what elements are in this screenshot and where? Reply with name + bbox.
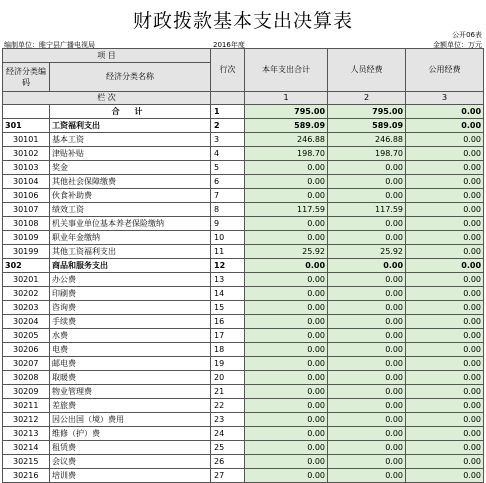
cell-code: 30214 xyxy=(3,441,50,455)
cell-name: 伙食补助费 xyxy=(50,189,211,203)
cell-personnel: 0.00 xyxy=(328,357,406,371)
cell-public: 0.00 xyxy=(406,329,484,343)
cell-code: 30205 xyxy=(3,329,50,343)
cell-code: 30216 xyxy=(3,469,50,483)
cell-public: 0.00 xyxy=(406,231,484,245)
cell-public: 0.00 xyxy=(406,105,484,119)
cell-personnel: 0.00 xyxy=(328,175,406,189)
cell-line: 2 xyxy=(211,119,245,133)
cell-code xyxy=(3,105,50,119)
header-public: 公用经费 xyxy=(406,49,484,92)
cell-public: 0.00 xyxy=(406,217,484,231)
cell-line: 21 xyxy=(211,385,245,399)
cell-line: 25 xyxy=(211,441,245,455)
reporting-unit: 编制单位：睢宁县广播电视局 xyxy=(4,41,95,49)
table-row xyxy=(3,231,484,245)
cell-line: 15 xyxy=(211,301,245,315)
cell-line: 23 xyxy=(211,413,245,427)
cell-public: 0.00 xyxy=(406,371,484,385)
table-row xyxy=(3,287,484,301)
cell-total: 0.00 xyxy=(245,357,328,371)
column-index-blank xyxy=(211,92,245,105)
cell-personnel: 0.00 xyxy=(328,343,406,357)
cell-public: 0.00 xyxy=(406,385,484,399)
cell-total: 25.92 xyxy=(245,245,328,259)
table-row xyxy=(3,427,484,441)
cell-code: 30101 xyxy=(3,133,50,147)
cell-total: 589.09 xyxy=(245,119,328,133)
cell-public: 0.00 xyxy=(406,133,484,147)
cell-name: 培训费 xyxy=(50,469,211,483)
cell-name: 租赁费 xyxy=(50,441,211,455)
cell-total: 0.00 xyxy=(245,217,328,231)
cell-name: 商品和服务支出 xyxy=(50,259,211,273)
cell-personnel: 0.00 xyxy=(328,399,406,413)
column-index-2: 2 xyxy=(328,92,406,105)
cell-personnel: 0.00 xyxy=(328,301,406,315)
cell-name: 工资福利支出 xyxy=(50,119,211,133)
cell-personnel: 0.00 xyxy=(328,427,406,441)
cell-name: 基本工资 xyxy=(50,133,211,147)
cell-line: 1 xyxy=(211,105,245,119)
cell-public: 0.00 xyxy=(406,399,484,413)
cell-code: 30102 xyxy=(3,147,50,161)
cell-total: 0.00 xyxy=(245,301,328,315)
cell-line: 5 xyxy=(211,161,245,175)
cell-personnel: 0.00 xyxy=(328,385,406,399)
cell-code: 30108 xyxy=(3,217,50,231)
cell-code: 30206 xyxy=(3,343,50,357)
column-index-3: 3 xyxy=(406,92,484,105)
table-body xyxy=(3,105,484,483)
cell-total: 0.00 xyxy=(245,427,328,441)
cell-name: 差旅费 xyxy=(50,399,211,413)
cell-personnel: 0.00 xyxy=(328,287,406,301)
cell-total: 198.70 xyxy=(245,147,328,161)
cell-public: 0.00 xyxy=(406,315,484,329)
cell-line: 18 xyxy=(211,343,245,357)
cell-public: 0.00 xyxy=(406,301,484,315)
cell-total: 0.00 xyxy=(245,315,328,329)
table-row xyxy=(3,175,484,189)
cell-name: 电费 xyxy=(50,343,211,357)
cell-code: 30107 xyxy=(3,203,50,217)
cell-total: 0.00 xyxy=(245,455,328,469)
amount-unit: 金额单位：万元 xyxy=(433,41,482,49)
cell-code: 30212 xyxy=(3,413,50,427)
cell-name: 职业年金缴纳 xyxy=(50,231,211,245)
cell-total: 0.00 xyxy=(245,343,328,357)
cell-total: 0.00 xyxy=(245,273,328,287)
cell-code: 30215 xyxy=(3,455,50,469)
cell-name: 咨询费 xyxy=(50,301,211,315)
cell-personnel: 246.88 xyxy=(328,133,406,147)
table-row xyxy=(3,441,484,455)
cell-public: 0.00 xyxy=(406,147,484,161)
table-row xyxy=(3,371,484,385)
header-code: 经济分类编码 xyxy=(3,63,50,92)
cell-total: 0.00 xyxy=(245,385,328,399)
cell-line: 20 xyxy=(211,371,245,385)
cell-name: 因公出国（境）费用 xyxy=(50,413,211,427)
cell-total: 0.00 xyxy=(245,175,328,189)
cell-personnel: 0.00 xyxy=(328,161,406,175)
cell-name: 办公费 xyxy=(50,273,211,287)
expenditure-table xyxy=(2,48,484,483)
report-year: 2016年度 xyxy=(213,41,245,49)
cell-public: 0.00 xyxy=(406,245,484,259)
cell-name: 邮电费 xyxy=(50,357,211,371)
cell-line: 26 xyxy=(211,455,245,469)
cell-personnel: 0.00 xyxy=(328,217,406,231)
cell-code: 30207 xyxy=(3,357,50,371)
cell-code: 30208 xyxy=(3,371,50,385)
table-row xyxy=(3,399,484,413)
cell-line: 12 xyxy=(211,259,245,273)
cell-name: 合 计 xyxy=(50,105,211,119)
table-row xyxy=(3,133,484,147)
cell-total: 246.88 xyxy=(245,133,328,147)
cell-line: 24 xyxy=(211,427,245,441)
table-row xyxy=(3,203,484,217)
table-row xyxy=(3,413,484,427)
cell-personnel: 0.00 xyxy=(328,259,406,273)
cell-line: 17 xyxy=(211,329,245,343)
cell-public: 0.00 xyxy=(406,189,484,203)
cell-line: 13 xyxy=(211,273,245,287)
cell-line: 9 xyxy=(211,217,245,231)
cell-code: 30103 xyxy=(3,161,50,175)
cell-line: 3 xyxy=(211,133,245,147)
cell-code: 30202 xyxy=(3,287,50,301)
header-item: 项 目 xyxy=(3,49,211,63)
cell-code: 30106 xyxy=(3,189,50,203)
cell-total: 117.59 xyxy=(245,203,328,217)
table-row xyxy=(3,245,484,259)
column-index-1: 1 xyxy=(245,92,328,105)
table-row xyxy=(3,469,484,483)
table-row xyxy=(3,315,484,329)
cell-code: 30104 xyxy=(3,175,50,189)
cell-public: 0.00 xyxy=(406,175,484,189)
cell-line: 4 xyxy=(211,147,245,161)
header-name: 经济分类名称 xyxy=(50,63,211,92)
cell-public: 0.00 xyxy=(406,455,484,469)
cell-total: 0.00 xyxy=(245,469,328,483)
cell-name: 绩效工资 xyxy=(50,203,211,217)
cell-line: 19 xyxy=(211,357,245,371)
header-line: 行次 xyxy=(211,49,245,92)
cell-personnel: 198.70 xyxy=(328,147,406,161)
cell-personnel: 0.00 xyxy=(328,329,406,343)
cell-total: 0.00 xyxy=(245,329,328,343)
cell-personnel: 0.00 xyxy=(328,189,406,203)
form-code: 公开06表 xyxy=(452,31,482,39)
cell-personnel: 0.00 xyxy=(328,315,406,329)
cell-public: 0.00 xyxy=(406,357,484,371)
table-row xyxy=(3,217,484,231)
page-title: 财政拨款基本支出决算表 xyxy=(132,10,353,32)
cell-public: 0.00 xyxy=(406,161,484,175)
cell-line: 6 xyxy=(211,175,245,189)
cell-personnel: 0.00 xyxy=(328,441,406,455)
table-row xyxy=(3,273,484,287)
cell-line: 27 xyxy=(211,469,245,483)
cell-total: 0.00 xyxy=(245,371,328,385)
cell-name: 机关事业单位基本养老保险缴纳 xyxy=(50,217,211,231)
cell-name: 取暖费 xyxy=(50,371,211,385)
table-row xyxy=(3,189,484,203)
cell-total: 0.00 xyxy=(245,189,328,203)
cell-total: 0.00 xyxy=(245,259,328,273)
cell-total: 0.00 xyxy=(245,161,328,175)
cell-code: 30109 xyxy=(3,231,50,245)
cell-name: 物业管理费 xyxy=(50,385,211,399)
table-row xyxy=(3,301,484,315)
cell-personnel: 0.00 xyxy=(328,455,406,469)
cell-line: 7 xyxy=(211,189,245,203)
cell-personnel: 0.00 xyxy=(328,273,406,287)
cell-personnel: 117.59 xyxy=(328,203,406,217)
cell-public: 0.00 xyxy=(406,259,484,273)
cell-total: 0.00 xyxy=(245,287,328,301)
cell-name: 奖金 xyxy=(50,161,211,175)
cell-public: 0.00 xyxy=(406,287,484,301)
cell-line: 10 xyxy=(211,231,245,245)
table-row xyxy=(3,119,484,133)
cell-public: 0.00 xyxy=(406,441,484,455)
cell-line: 22 xyxy=(211,399,245,413)
cell-public: 0.00 xyxy=(406,469,484,483)
table-row xyxy=(3,357,484,371)
cell-code: 30201 xyxy=(3,273,50,287)
cell-public: 0.00 xyxy=(406,427,484,441)
cell-total: 0.00 xyxy=(245,399,328,413)
cell-public: 0.00 xyxy=(406,273,484,287)
cell-total: 795.00 xyxy=(245,105,328,119)
cell-name: 会议费 xyxy=(50,455,211,469)
table-row xyxy=(3,105,484,119)
cell-line: 16 xyxy=(211,315,245,329)
cell-public: 0.00 xyxy=(406,119,484,133)
cell-personnel: 0.00 xyxy=(328,231,406,245)
cell-code: 30213 xyxy=(3,427,50,441)
cell-personnel: 795.00 xyxy=(328,105,406,119)
header-total: 本年支出合计 xyxy=(245,49,328,92)
cell-code: 30203 xyxy=(3,301,50,315)
cell-name: 其他工资福利支出 xyxy=(50,245,211,259)
header-personnel: 人员经费 xyxy=(328,49,406,92)
cell-public: 0.00 xyxy=(406,413,484,427)
cell-line: 11 xyxy=(211,245,245,259)
table-row xyxy=(3,147,484,161)
cell-total: 0.00 xyxy=(245,413,328,427)
table-row xyxy=(3,385,484,399)
cell-total: 0.00 xyxy=(245,441,328,455)
cell-name: 水费 xyxy=(50,329,211,343)
cell-name: 维修（护）费 xyxy=(50,427,211,441)
cell-personnel: 0.00 xyxy=(328,469,406,483)
table-row xyxy=(3,329,484,343)
cell-name: 津贴补贴 xyxy=(50,147,211,161)
cell-code: 30204 xyxy=(3,315,50,329)
cell-public: 0.00 xyxy=(406,203,484,217)
cell-personnel: 589.09 xyxy=(328,119,406,133)
table-row xyxy=(3,455,484,469)
cell-code: 302 xyxy=(3,259,50,273)
cell-personnel: 0.00 xyxy=(328,371,406,385)
cell-code: 301 xyxy=(3,119,50,133)
cell-personnel: 25.92 xyxy=(328,245,406,259)
cell-code: 30199 xyxy=(3,245,50,259)
table-header xyxy=(3,49,484,105)
cell-name: 其他社会保障缴费 xyxy=(50,175,211,189)
table-row xyxy=(3,343,484,357)
cell-code: 30209 xyxy=(3,385,50,399)
table-row xyxy=(3,259,484,273)
cell-line: 8 xyxy=(211,203,245,217)
cell-line: 14 xyxy=(211,287,245,301)
column-index-label: 栏 次 xyxy=(3,92,211,105)
cell-code: 30211 xyxy=(3,399,50,413)
cell-name: 印刷费 xyxy=(50,287,211,301)
cell-name: 手续费 xyxy=(50,315,211,329)
cell-total: 0.00 xyxy=(245,231,328,245)
table-row xyxy=(3,161,484,175)
cell-public: 0.00 xyxy=(406,343,484,357)
cell-personnel: 0.00 xyxy=(328,413,406,427)
